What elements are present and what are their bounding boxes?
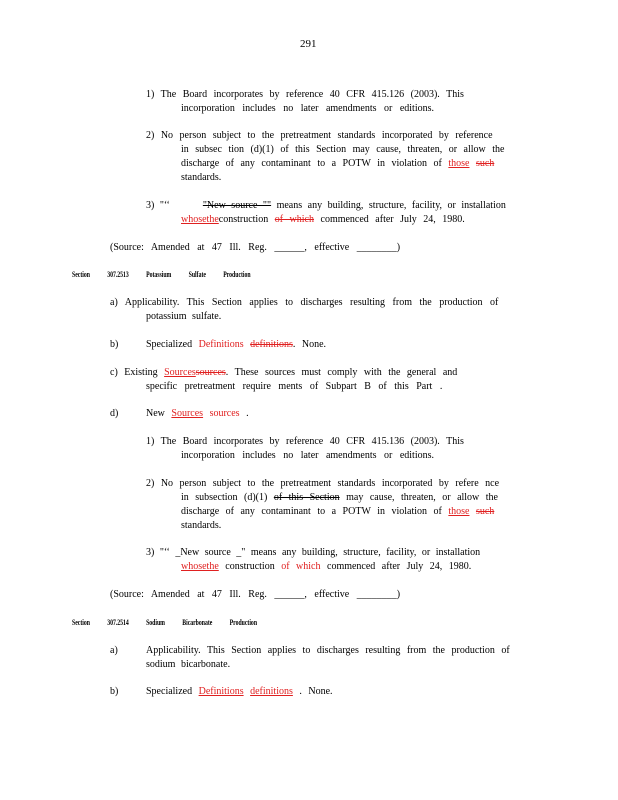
section-2513-c-line-1 [110, 367, 457, 379]
item-2-line-4: standards. [181, 172, 222, 183]
item-2-line-2: in subsec tion (d)(1) of this Section may cause, threaten, or allow the [181, 144, 505, 155]
section-2513-item-2-line-2 [181, 492, 498, 504]
section-2513-a-line-1: a) Applicability. This Section applies to discharges resulting from the production of [110, 297, 499, 308]
item-3-line-2 [181, 214, 465, 226]
deleted-text: "New source "" [202, 200, 272, 211]
item-3-line-2-text: commenced after July 24, 1980. [327, 561, 472, 572]
item-3-construction: construction [225, 561, 275, 572]
section-2513-item-3-line-1: 3) "‘‘ _New source _" means any building, structure, facility, or installation [146, 547, 481, 558]
section-2513-b-text [146, 339, 326, 351]
section-2513-b-label: b) [110, 339, 119, 350]
section-2513-heading: Section 307.2513 Potassium Sulfate Production [72, 270, 251, 279]
deleted-text: sources [195, 367, 226, 378]
section-2513-d-label: d) [110, 408, 119, 419]
item-3-line-1 [146, 200, 506, 212]
section-2513-item-2-line-3 [181, 506, 494, 518]
b-text-end: . None. [292, 339, 327, 350]
section-2513-c-line-2: specific pretreatment require ments of Subpart B of this Part . [146, 381, 443, 392]
page-number: 291 [300, 38, 317, 50]
section-2514-b-text [146, 686, 333, 698]
item-2-line-1: 2) No person subject to the pretreatment standards incorporated by reference [146, 130, 493, 141]
b-text-start: Specialized [146, 339, 199, 350]
inserted-text: Definitions [198, 686, 244, 697]
b-text-end: . None. [299, 686, 333, 697]
section-2513-item-3-line-2 [181, 561, 471, 573]
d-text-start: New [146, 408, 172, 419]
section-2514-a-line-2: sodium bicarbonate. [146, 659, 231, 670]
deleted-text: of this Section [273, 492, 340, 503]
item-3-construction: construction [218, 214, 269, 225]
deleted-text: sources [209, 408, 240, 419]
source-note-2: (Source: Amended at 47 Ill. Reg. ______, effective ________) [110, 589, 401, 600]
section-2514-b-label: b) [110, 686, 119, 697]
inserted-text: those [448, 506, 470, 517]
item-1-line-1: 1) The Board incorporates by reference 40 CFR 415.126 (2003). This [146, 89, 464, 100]
section-2513-a-line-2: potassium sulfate. [146, 311, 222, 322]
section-2514-a-line-1: Applicability. This Section applies to discharges resulting from the production of [146, 645, 510, 656]
deleted-text: definitions [250, 686, 293, 697]
deleted-text: of which [281, 561, 321, 572]
item-2-line-3-text: discharge of any contaminant to a POTW in violation of [181, 506, 449, 517]
section-2513-d-text [146, 408, 249, 420]
section-2513-item-2-line-1: 2) No person subject to the pretreatment standards incorporated by refere nce [146, 478, 500, 489]
section-2514-heading: Section 307.2514 Sodium Bicarbonate Production [72, 618, 258, 627]
inserted-text: Sources [171, 408, 204, 419]
item-3-line-1-text: means any building, structure, facility, or installation [276, 200, 506, 211]
section-2513-item-2-line-4: standards. [181, 520, 222, 531]
d-text-end: . [246, 408, 249, 419]
section-2514-a-label: a) [110, 645, 118, 656]
item-2-line-2-start: in subsection (d)(1) [181, 492, 274, 503]
item-2-line-2-end: may cause, threaten, or allow the [339, 492, 498, 503]
deleted-text: definitions [250, 339, 293, 350]
section-2513-item-1-line-1: 1) The Board incorporates by reference 40 CFR 415.136 (2003). This [146, 436, 464, 447]
section-2513-item-1-line-2: incorporation includes no later amendments or editions. [181, 450, 434, 461]
inserted-text: whosethe [181, 214, 219, 225]
item-3-line-2-text: commenced after July 24, 1980. [320, 214, 465, 225]
b-text-start: Specialized [146, 686, 199, 697]
inserted-text: Definitions [198, 339, 244, 350]
item-2-line-3-text: discharge of any contaminant to a POTW in violation of [181, 158, 449, 169]
deleted-text: such [475, 158, 495, 169]
item-1-line-2: incorporation includes no later amendments or editions. [181, 103, 434, 114]
c-text-end: . These sources must comply with the general and [225, 367, 458, 378]
deleted-text: of which [274, 214, 314, 225]
inserted-text: Sources [164, 367, 196, 378]
deleted-text: such [475, 506, 495, 517]
inserted-text: those [448, 158, 470, 169]
c-text-start: c) Existing [110, 367, 165, 378]
item-3-prefix: 3) "‘‘ [146, 200, 170, 211]
inserted-text: whosethe [181, 561, 219, 572]
item-2-line-3 [181, 158, 494, 170]
source-note-1: (Source: Amended at 47 Ill. Reg. ______, effective ________) [110, 242, 401, 253]
